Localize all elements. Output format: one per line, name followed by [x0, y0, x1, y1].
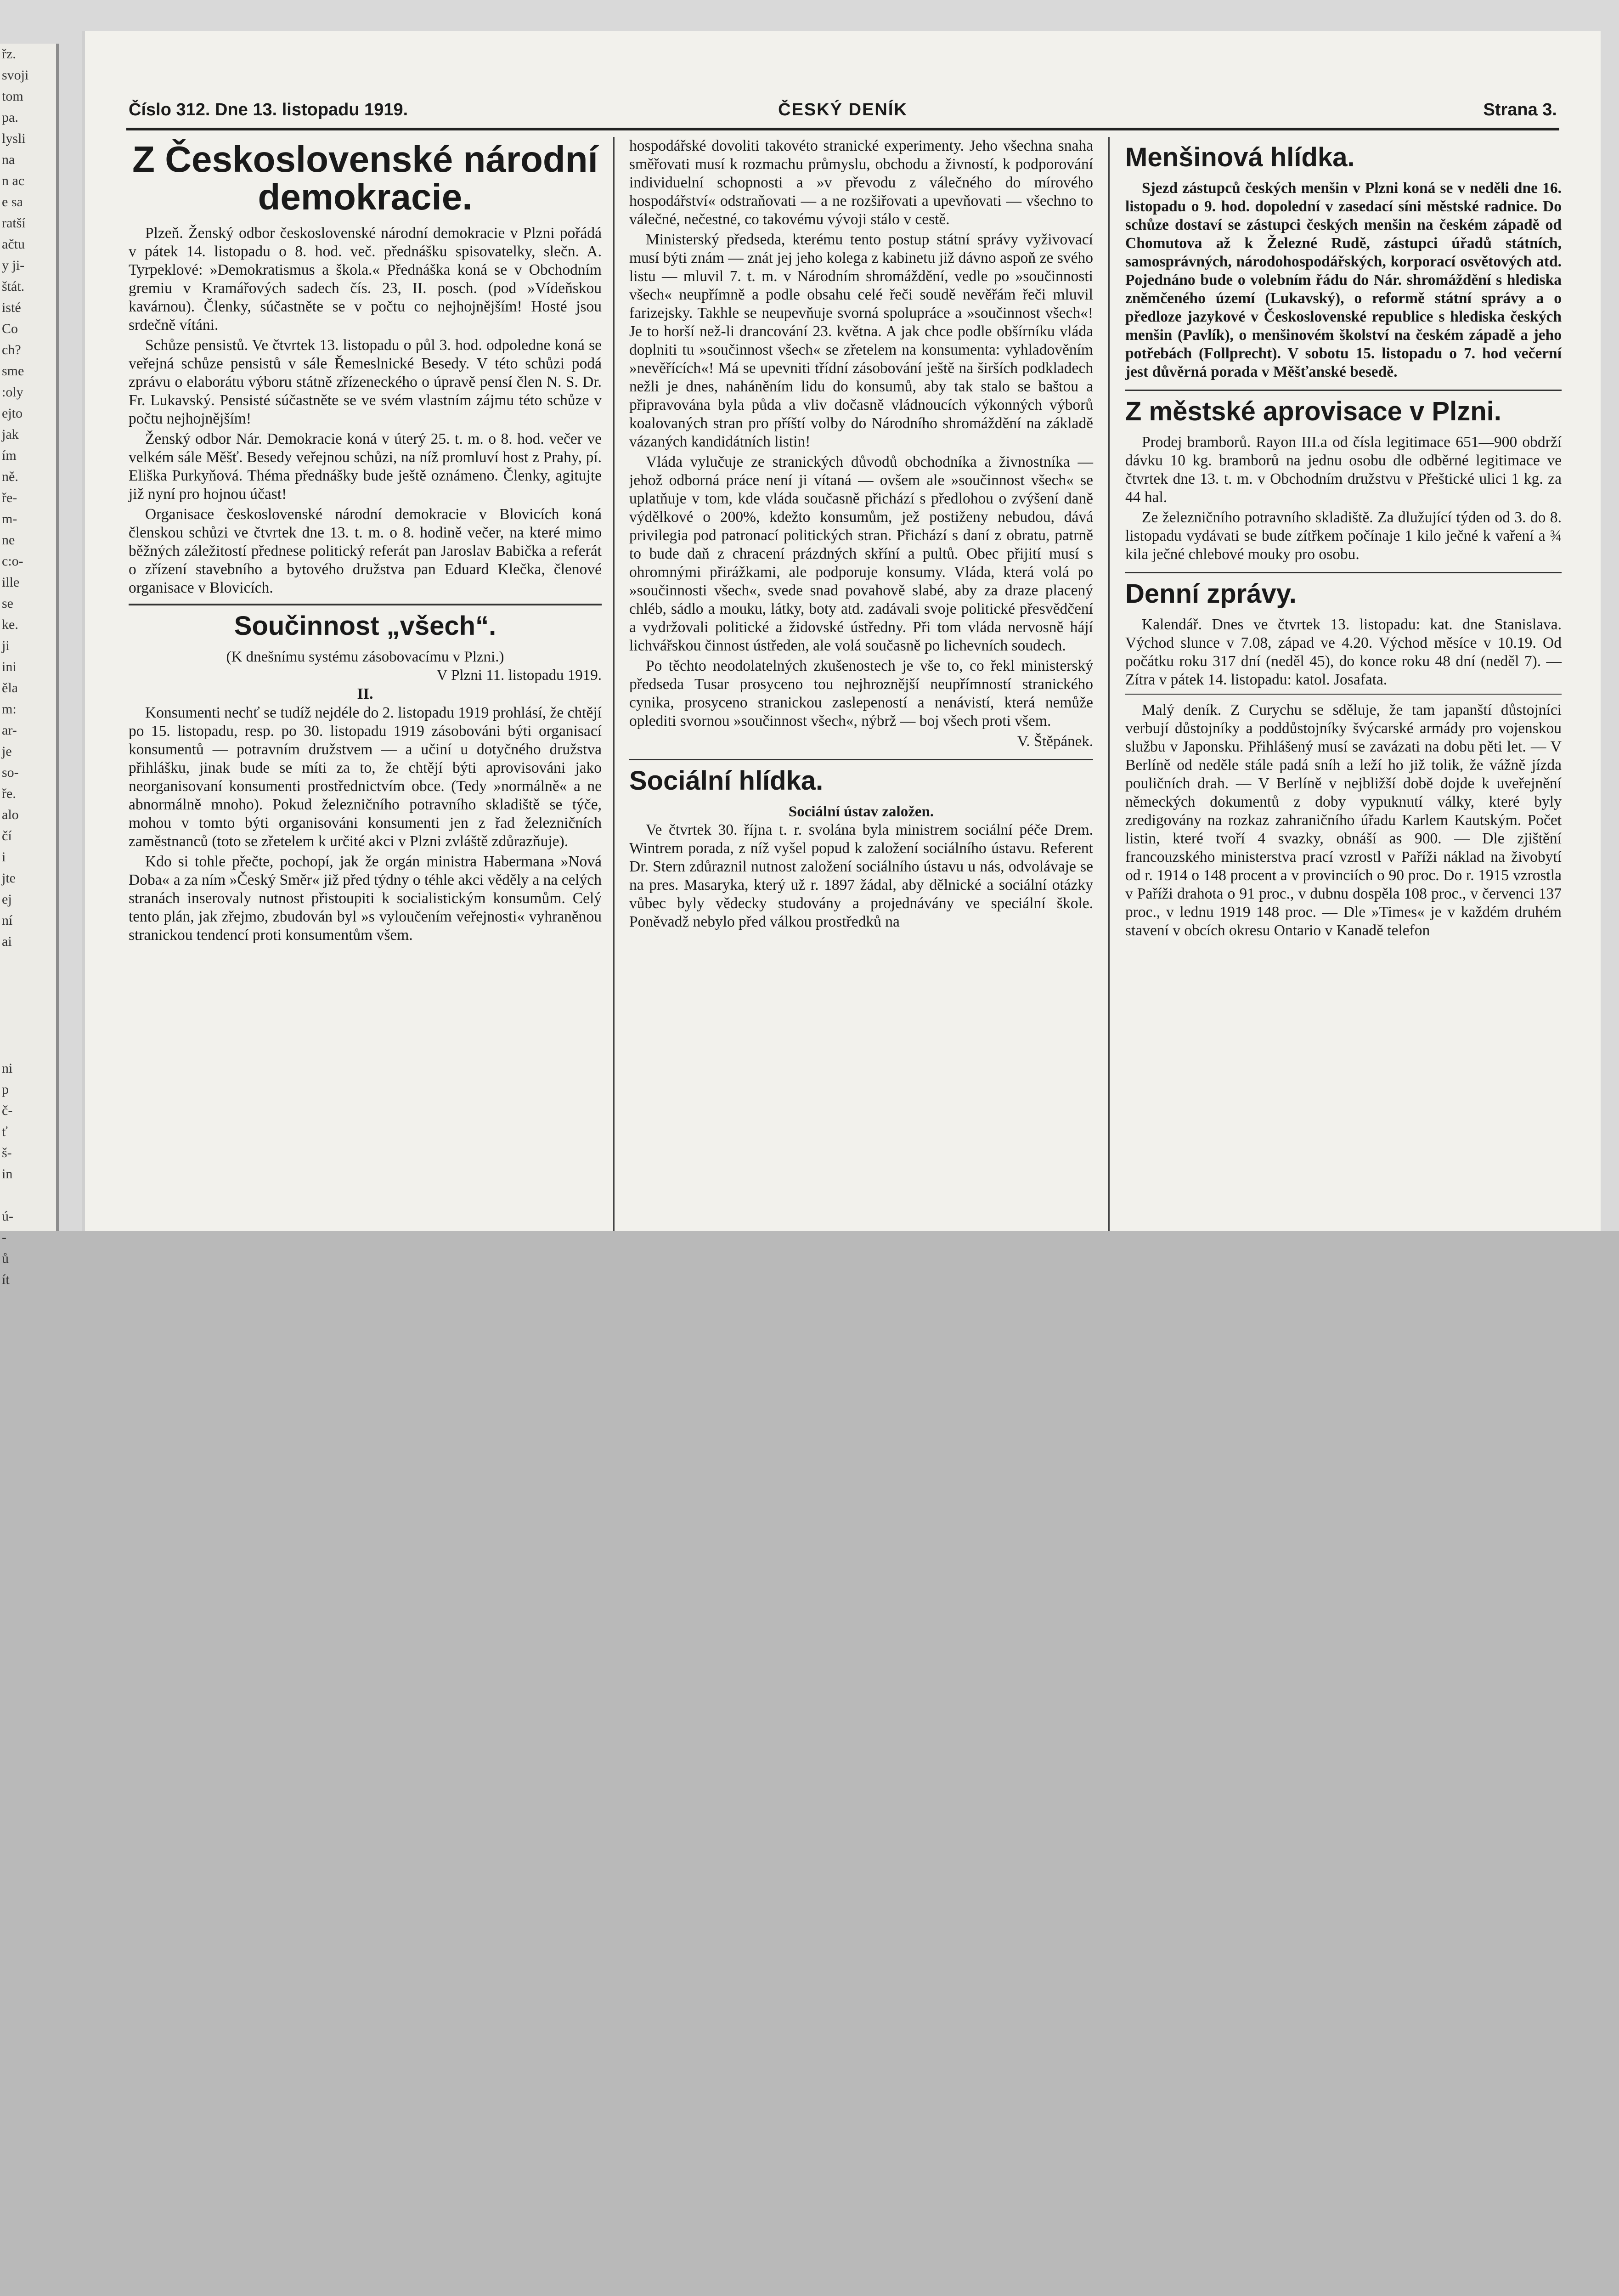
article-paragraph: Schůze pensistů. Ve čtvrtek 13. listopadu o půl 3. hod. odpoledne koná se veřejná schůze pensistů v sále Řemeslnické Besedy. V této schůzi podá zprávu o elaborátu výboru státně zřízeneckého o úpravě pensí člen N. S. Dr. Fr. Lukavský. Pensisté súčastněte se ve svém vlastním zájmu této schůze v počtu nejhojnějším!: [129, 337, 602, 427]
previous-page-fragment: pa.: [2, 110, 18, 125]
section-rule: [629, 759, 1093, 760]
article-paragraph: Plzeň. Ženský odbor československé národní demokracie v Plzni pořádá v pátek 14. listopadu o 8. hod. več. přednášku spisovatelky, slečn. A. Tyrpeklové: »Demokratismus a škola.« Přednáška koná se v Obchodním gremiu v Kramářových sadech čís. 23, II. posch. (pod »Vídeňskou kavárnou). Členky, súčastněte se v počtu co nejhojnějším! Hosté jsou srdečně vítáni.: [129, 225, 602, 334]
article-paragraph: Konsumenti nechť se tudíž nejdéle do 2. listopadu 1919 prohlásí, že chtějí po 15. listopadu, resp. po 30. listopadu 1919 zásobováni býti organisací konsumentů — potravním družstvem — a učiní u dotyčného družstva přihlášku, jinak bude se míti za to, že chtějí býti aprovisováni jako neorganisovaní konsumenti prostřednictvím obce. (Tedy »normálně« a ne abnormálně mnoho). Pokud železničního potravního skladiště se týče, mohou v tomto býti organisováni konsumenti jen z řad železničních zaměstnanců (toto se zřetelem k určité akci v Plzni zvláště zdůrazňuje).: [129, 704, 602, 850]
previous-page-fragment: ře.: [2, 786, 16, 801]
previous-page-fragment: [0, 1037, 56, 1058]
part-number: II.: [357, 685, 373, 702]
article-subtitle: Sociální ústav založen.: [788, 803, 934, 820]
paragraph-rule: [1125, 694, 1562, 695]
column-1: [129, 137, 602, 1231]
previous-page-fragment: jte: [2, 871, 16, 886]
article-paragraph: Kdo si tohle přečte, pochopí, jak že orgán ministra Habermana »Nová Doba« a za ním »Český Směr« již před týdny o téhle akci věděly a na celých stranách inserovaly nutnost přistoupiti k socialistickým konsumům. Celý tento plán, jak zřejmo, zbudován byl »s vyloučením veřejnosti« vyhraněnou stranickou tendencí proti konsumentům všem.: [129, 853, 602, 944]
header-rule: [126, 128, 1559, 130]
previous-page-fragment: so-: [2, 765, 19, 780]
previous-page-fragment: [0, 973, 56, 995]
previous-page-fragment: n ac: [2, 173, 25, 188]
column-2: [629, 137, 1093, 1231]
column-3: [1125, 137, 1562, 1231]
article-paragraph: Kalendář. Dnes ve čtvrtek 13. listopadu: kat. dne Stanislava. Východ slunce v 7.08, západ ve 4.20. Východ měsíce v 10.19. Od počátku roku 317 dní (neděl 45), do konce roku 48 dní (neděl 7). — Zítra v pátek 14. listopadu: katol. Josafata.: [1125, 616, 1562, 688]
section-subtitle: (K dnešnímu systému zásobovacímu v Plzni.): [226, 649, 504, 665]
article-paragraph: Vláda vylučuje ze stranických důvodů obchodníka a živnostníka — jehož odborná práce není ji vítaná — ovšem ale »součinnost všech« se uplatňuje v tom, kde vláda současně přichází s předlohou o zvýšení daně výdělkové o 200%, kdežto konsumům, jež postiženy nebudou, dává privilegia pod patronací politických stran. Přichází s daní z obratu, patrně to bude daň z chracení prázdných skříní a pultů. Obec přijití musí s ohromnými přirážkami, ale podporuje konsumy. Vláda, která volá po »součinnosti všech«, svede snad povahově slabé, aby za draze placený chléb, sádlo a mouku, látky, boty atd. zadávali svoje politické přesvědčení a vydržovali politické a židovské ústředny. Při tom vláda nervosně hájí lichvářskou činnost ústředen, ale volá současně po lichevních soudech.: [629, 453, 1093, 654]
previous-page-fragment: ne: [2, 532, 15, 548]
section-rule: [129, 604, 602, 605]
previous-page-fragment: Co: [2, 321, 18, 336]
previous-page-fragment: ačtu: [2, 237, 25, 252]
previous-page-fragment: sme: [2, 363, 24, 379]
page-number: Strana 3.: [1483, 100, 1557, 119]
previous-page-fragment: je: [2, 744, 12, 759]
section-rule: [1125, 390, 1562, 391]
previous-page-fragment: ji: [2, 638, 10, 653]
previous-page-fragment: tom: [2, 89, 23, 104]
previous-page-fragment: :oly: [2, 385, 23, 400]
article-paragraph: Ve čtvrtek 30. října t. r. svolána byla ministrem sociální péče Drem. Wintrem porada, z níž vyšel popud k založení sociálního ústavu. Referent Dr. Stern zdůraznil nutnost založení sociálního ústavu u nás, odvolávaje se na pres. Masaryka, který už r. 1897 žádal, aby dělnické a sociální otázky vůbec byly vědecky studovány a projednávány ve speciální škole. Poněvadž nebylo před válkou prostředků na: [629, 821, 1093, 930]
previous-page-fragment: y ji-: [2, 258, 25, 273]
previous-page-fragment: ť: [2, 1124, 8, 1139]
previous-page-fragment: ít: [2, 1272, 10, 1287]
previous-page-fragment: i: [2, 849, 6, 865]
previous-page-fragment: na: [2, 152, 15, 167]
previous-page-fragment: ille: [2, 575, 20, 590]
previous-page-fragment: štát.: [2, 279, 25, 294]
previous-page-fragment: [0, 995, 56, 1016]
previous-page-fragment: řz.: [2, 46, 16, 62]
previous-page-fragment: ch?: [2, 342, 21, 357]
article-paragraph: Prodej bramborů. Rayon III.a od čísla legitimace 651—900 obdrží dávku 10 kg. bramborů na jednu osobu dle odběrné legitimace ve čtvrtek dne 13. t. m. v Obchodním družstvu v Přeštické ulici 1 kg. za 44 hal.: [1125, 434, 1562, 506]
previous-page-fragment: ěla: [2, 680, 18, 696]
article-paragraph: Ze železničního potravního skladiště. Za dlužující týden od 3. do 8. listopadu vydávati se bude zítřkem počínaje 1 kilo ječné k vaření a ¾ kila ječné chlebové mouky pro osobu.: [1125, 509, 1562, 563]
previous-page-fragment: m-: [2, 511, 17, 526]
article-paragraph: Organisace československé národní demokracie v Blovicích koná členskou schůzi ve čtvrtek dne 13. t. m. o 8. hodině večer, na které mimo běžných záležitostí přednese politický referát pan Jaroslav Babička a referát o zřízení stavebního a bytového družstva pan Eduard Klečka, členové organisace v Blovicích.: [129, 506, 602, 596]
article-paragraph: Po těchto neodolatelných zkušenostech je vše to, co řekl ministerský předseda Tusar prosyceno tou nejhroznější neupřímností stranického cynika, prosyceno stranickou zaslepeností a nenávistí, která nemůže oplediti svornou »součinnost všech«, nýbrž — boj všech proti všem.: [629, 657, 1093, 730]
previous-page-fragment: ej: [2, 892, 12, 907]
column-divider: [1108, 137, 1110, 1231]
column-divider: [613, 137, 615, 1231]
previous-page-fragment: ní: [2, 913, 13, 928]
newspaper-page: [85, 31, 1601, 1231]
author-signature: V. Štěpánek.: [1017, 733, 1093, 750]
article-paragraph: Ministerský předseda, kterému tento postup státní správy vyživovací musí býti znám — znát jej jeho kolega z kabinetu již dávno aspoň ze svého listu — mluvil 7. t. m. v Národním shromáždění, vedle po »součinnosti všech« neupřímně a podle obsahu celé řeči soudě nevěřám řeči mluvil farizejsky. Takhle se neupevňuje svorná spolupráce a »součinnost všech«! Je to horší než-li drancování 23. května. A jak chce podle obšírníku vláda doplniti tu »součinnost všech« se zřetelem na konsumenta: vyhladověním »nevěřících«! Má se upevniti třídní zásobování ještě na širších podkladech nežli je dnes, naháněním lidu do konsumů, aby tak stalo se baštou a připravována byla půda a vliv dočasně vládnoucích výkonných výborů koalovaných stran pro příští volby do Národního shromáždění na základě vázaných kandidátních listin!: [629, 231, 1093, 450]
previous-page-fragment: [0, 952, 56, 973]
previous-page-fragment: čí: [2, 828, 12, 843]
section-title: Denní zprávy.: [1125, 579, 1297, 609]
article-paragraph: Ženský odbor Nár. Demokracie koná v úterý 25. t. m. o 8. hod. večer ve velkém sále Měšť. Besedy veřejnou schůzi, na níž promluví host z Prahy, pí. Eliška Purkyňová. Théma přednášky bude ještě oznámeno. Členky, agitujte již nyní pro hojnou účast!: [129, 430, 602, 503]
previous-page-fragment: se: [2, 596, 13, 611]
previous-page-fragment: m:: [2, 701, 17, 717]
previous-page-fragment: p: [2, 1082, 9, 1097]
previous-page-fragment: ai: [2, 934, 12, 949]
section-title: Sociální hlídka.: [629, 766, 824, 796]
article-paragraph: hospodářské dovoliti takovéto stranické experimenty. Jeho všechna snaha směřovati musí k rozmachu průmyslu, obchodu a živností, k podporování individuelní schopnosti a »v převodu z válečného do mírového hospodářství« odstraňovati — a ne rozšiřovati a upevňovati — všechno to válečné, nečestné, co takovému vývoji stálo v cestě.: [629, 137, 1093, 228]
previous-page-fragment: lysli: [2, 131, 26, 146]
article-paragraph: Malý deník. Z Curychu se sděluje, že tam japanští důstojníci verbují důstojníky a poddůstojníky švýcarské armády pro vojenskou službu v Japonsku. Přihlášený musí se zavázati na dobu pěti let. — V Berlíně od neděle stále padá sníh a leží ho již tolik, že vážně jízda pouličních drah. — V Berlíně v nejbližší době dojde k uveřejnění německých dokumentů z doby vypuknutí války, které byly zredigovány na rozkaz zahraničního úřadu Karlem Kautským. Počet listin, které tvoří 4 svazky, obnáší as 900. — Dle zjištění francouzského ministerstva prací vzrostl v Paříži náklad na živobytí od r. 1914 o 148 procent a v provinciích o 90 proc. Do r. 1915 vzrostla v Paříži drahota o 91 proc., v dubnu dospěla 108 proc., v červenci 137 proc., v lednu 1919 148 proc. — Dle »Times« je v každém druhém stavení v obcích okresu Ontario v Kanadě telefon: [1125, 701, 1562, 939]
previous-page-fragment: č-: [2, 1103, 13, 1118]
previous-page-fragment: isté: [2, 300, 21, 315]
previous-page-edge: [0, 44, 59, 1287]
previous-page-fragment: c:o-: [2, 554, 23, 569]
previous-page-fragment: ím: [2, 448, 17, 463]
article-paragraph: Sjezd zástupců českých menšin v Plzni koná se v neděli dne 16. listopadu o 9. hod. dopolední v zasedací síni městské radnice. Do schůze dostaví se zástupci českých menšin na českém západě od Chomutova až k Železné Rudě, zástupci úřadů státních, samosprávných, národohospodářských, korporací osvětových atd. Pojednáno bude o volebním řádu do Nár. shromáždění s hlediska zněmčeného území (Lukavský), o reformě státní správy a o předloze jazykové v Československé republice s hlediska českých menšin (Pavlík), o menšinovém školství na českém západě a jeho potřebách (Follprecht). V sobotu 15. listopadu o 7. hod večerní jest důvěrná porada v Měšťanské besedě.: [1125, 180, 1562, 380]
article-title: Z Československé národní demokracie.: [132, 139, 598, 217]
previous-page-fragment: jak: [2, 427, 19, 442]
section-title: Z městské aprovisace v Plzni.: [1125, 396, 1501, 426]
previous-page-fragment: e sa: [2, 194, 23, 209]
previous-page-fragment: ni: [2, 1061, 13, 1076]
previous-page-fragment: ejto: [2, 406, 23, 421]
page-header: [129, 100, 1557, 128]
previous-page-fragment: ratší: [2, 215, 26, 231]
previous-page-fragment: ně.: [2, 469, 18, 484]
previous-page-fragment: alo: [2, 807, 19, 822]
previous-page-fragment: ke.: [2, 617, 18, 632]
section-rule: [1125, 572, 1562, 573]
section-title: Součinnost „všech“.: [234, 611, 496, 641]
previous-page-fragment: ar-: [2, 723, 17, 738]
previous-page-fragment: ře-: [2, 490, 17, 505]
previous-page-fragment: [0, 1185, 56, 1206]
previous-page-fragment: š-: [2, 1145, 12, 1160]
previous-page-fragment: ini: [2, 659, 17, 674]
previous-page-fragment: svoji: [2, 68, 29, 83]
issue-line: Číslo 312. Dne 13. listopadu 1919.: [129, 100, 408, 119]
previous-page-fragment: ů: [2, 1251, 9, 1266]
previous-page-fragment: ú-: [2, 1209, 13, 1224]
previous-page-fragment: in: [2, 1166, 13, 1182]
previous-page-fragment: -: [2, 1230, 6, 1245]
dateline: V Plzni 11. listopadu 1919.: [436, 667, 602, 684]
masthead: ČESKÝ DENÍK: [778, 100, 908, 119]
section-title: Menšinová hlídka.: [1125, 142, 1355, 172]
previous-page-fragment: [0, 1016, 56, 1037]
